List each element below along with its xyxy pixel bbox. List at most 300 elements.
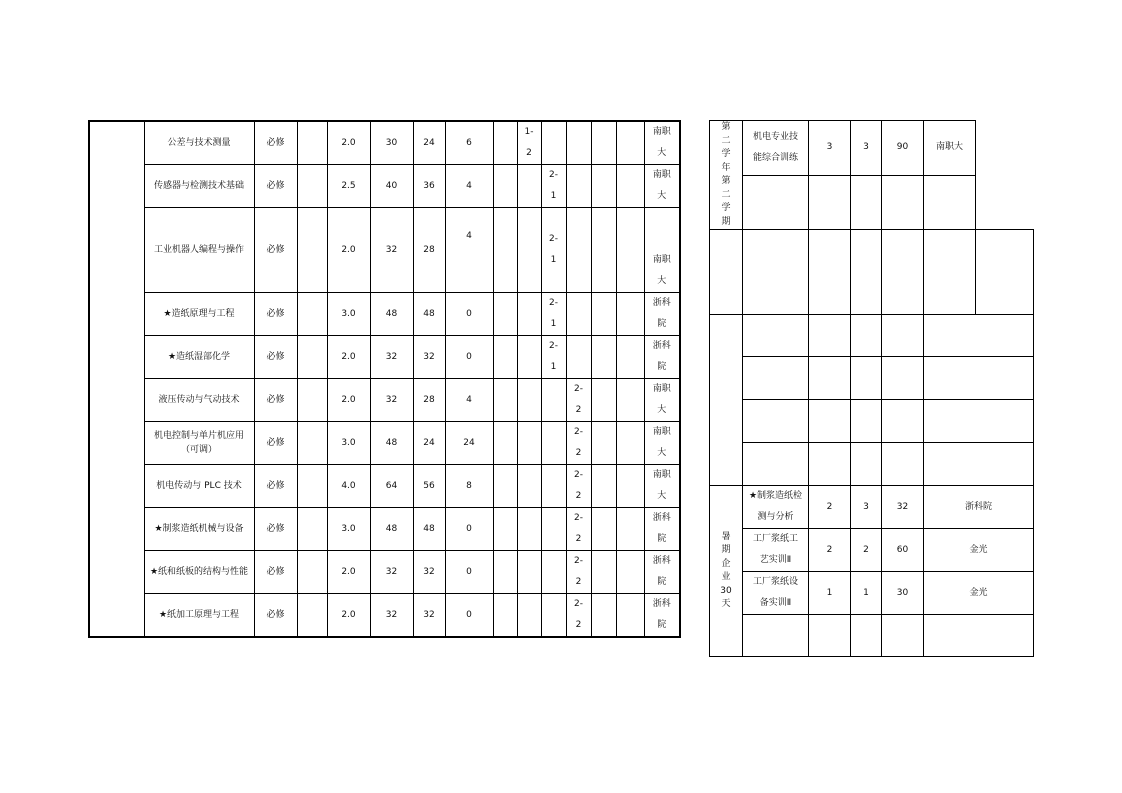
course-type: 必修 [254, 465, 297, 508]
empty-cell [924, 230, 976, 315]
empty-cell [297, 422, 327, 465]
empty-cell [809, 443, 851, 486]
empty-cell [493, 465, 517, 508]
school-cell [644, 594, 680, 638]
semester-cell [566, 508, 591, 551]
empty-cell [493, 121, 517, 165]
semester-cell [616, 208, 644, 293]
empty-cell [851, 615, 882, 657]
credits: 3.0 [327, 293, 370, 336]
semester-week: 2- [574, 513, 583, 523]
semester-week: 2- [549, 234, 558, 244]
semester-cell [566, 336, 591, 379]
hours-theory: 28 [413, 379, 445, 422]
practice-name-line: ★制浆造纸检 [748, 491, 803, 501]
practice-row [710, 529, 1034, 572]
course-name: 机电控制与单片机应用（可调） [144, 422, 254, 465]
semester-order: 1 [550, 319, 557, 329]
semester-label [710, 121, 743, 230]
credits: 2.5 [327, 165, 370, 208]
empty-cell [493, 208, 517, 293]
empty-cell [851, 443, 882, 486]
course-row [89, 121, 680, 165]
blank-cell [976, 175, 1034, 230]
school-name-2: 大 [657, 276, 667, 286]
empty-cell [924, 175, 976, 230]
empty-cell [809, 615, 851, 657]
semester-cell [591, 508, 616, 551]
semester-cell [517, 422, 541, 465]
empty-cell [743, 357, 809, 400]
semester-order: 2 [575, 405, 582, 415]
semester-cell [566, 594, 591, 638]
school-name-2: 院 [657, 534, 667, 544]
empty-cell [882, 443, 924, 486]
semester-cell [541, 508, 566, 551]
school-name-1: 浙科 [652, 556, 671, 566]
credits: 2.0 [327, 551, 370, 594]
practice-name-line: 备实训Ⅱ [759, 598, 792, 608]
practice-row [710, 400, 1034, 443]
semester-order: 2 [575, 620, 582, 630]
label-char: 学 [721, 149, 731, 159]
empty-cell [851, 175, 882, 230]
semester-cell [591, 121, 616, 165]
hours-total: 40 [370, 165, 413, 208]
semester-cell [616, 293, 644, 336]
label-char: 期 [721, 216, 731, 227]
hours-total: 32 [370, 208, 413, 293]
semester-cell [616, 551, 644, 594]
empty-cell [851, 230, 882, 315]
hours-practice: 0 [445, 336, 493, 379]
empty-cell [924, 315, 1034, 357]
hours-practice: 8 [445, 465, 493, 508]
course-row [89, 465, 680, 508]
semester-cell [566, 121, 591, 165]
course-type: 必修 [254, 422, 297, 465]
summer-label [710, 486, 743, 657]
practice-row [710, 175, 1034, 230]
empty-cell [710, 230, 743, 315]
empty-cell [851, 400, 882, 443]
practice-name [743, 121, 809, 176]
hours-theory: 28 [413, 208, 445, 293]
semester-cell [517, 336, 541, 379]
credits: 3.0 [327, 422, 370, 465]
semester-week: 2- [574, 599, 583, 609]
practice-row [710, 121, 1034, 176]
hours-practice: 0 [445, 508, 493, 551]
semester-cell [591, 336, 616, 379]
course-type: 必修 [254, 379, 297, 422]
semester-cell [541, 208, 566, 293]
school-name-1: 浙科 [652, 298, 671, 308]
course-name: 传感器与检测技术基础 [144, 165, 254, 208]
empty-cell [924, 357, 1034, 400]
semester-cell [616, 336, 644, 379]
course-type: 必修 [254, 293, 297, 336]
semester-week: 2- [549, 170, 558, 180]
course-name: ★造纸原理与工程 [144, 293, 254, 336]
category-cell [89, 121, 144, 637]
hours-theory: 24 [413, 121, 445, 165]
practice-value-c: 60 [882, 529, 924, 572]
hours-practice: 24 [445, 422, 493, 465]
semester-cell [566, 379, 591, 422]
empty-cell [297, 208, 327, 293]
label-char: 年 [721, 162, 731, 173]
empty-cell [493, 551, 517, 594]
label-char: 企 [721, 558, 731, 569]
practice-name [743, 486, 809, 529]
school-cell [644, 293, 680, 336]
practice-name [743, 572, 809, 615]
practice-row [710, 615, 1034, 657]
practice-value-a: 2 [809, 486, 851, 529]
empty-cell [809, 175, 851, 230]
practice-school: 金光 [924, 572, 1034, 615]
label-char: 二 [721, 135, 731, 146]
semester-cell [591, 293, 616, 336]
course-name: ★造纸湿部化学 [144, 336, 254, 379]
practice-school: 浙科院 [924, 486, 1034, 529]
semester-cell [541, 121, 566, 165]
semester-cell [541, 165, 566, 208]
empty-cell [297, 121, 327, 165]
practice-value-b: 2 [851, 529, 882, 572]
course-name: 机电传动与 PLC 技术 [144, 465, 254, 508]
course-type: 必修 [254, 165, 297, 208]
school-name-1: 浙科 [652, 341, 671, 351]
practice-row [710, 315, 1034, 357]
empty-cell [493, 379, 517, 422]
course-row [89, 422, 680, 465]
hours-theory: 48 [413, 508, 445, 551]
empty-cell [743, 175, 809, 230]
practice-value-b: 3 [851, 486, 882, 529]
semester-cell [616, 422, 644, 465]
course-schedule-table [88, 120, 681, 638]
credits: 2.0 [327, 208, 370, 293]
semester-cell [591, 551, 616, 594]
hours-practice: 0 [445, 551, 493, 594]
practice-value-b: 1 [851, 572, 882, 615]
course-row [89, 551, 680, 594]
practice-value-a: 3 [809, 121, 851, 176]
semester-order: 1 [550, 362, 557, 372]
semester-cell [591, 379, 616, 422]
empty-cell [297, 508, 327, 551]
semester-order: 2 [575, 577, 582, 587]
semester-cell [517, 551, 541, 594]
course-type: 必修 [254, 208, 297, 293]
semester-order: 1 [550, 255, 557, 265]
practice-row [710, 486, 1034, 529]
empty-cell [297, 165, 327, 208]
practice-school: 金光 [924, 529, 1034, 572]
label-char: 期 [721, 545, 731, 555]
empty-cell [882, 175, 924, 230]
school-name-2: 大 [657, 191, 667, 201]
credits: 4.0 [327, 465, 370, 508]
school-cell [644, 208, 680, 293]
school-name-1: 南职 [652, 427, 671, 437]
practice-name-line: 工厂浆纸设 [752, 577, 798, 587]
course-row [89, 508, 680, 551]
semester-week: 1- [524, 127, 534, 137]
credits: 2.0 [327, 379, 370, 422]
practice-row [710, 357, 1034, 400]
course-row [89, 379, 680, 422]
label-char: 业 [721, 572, 731, 582]
hours-total: 48 [370, 293, 413, 336]
school-name-1: 南职 [652, 384, 671, 394]
school-cell [644, 121, 680, 165]
semester-order: 2 [575, 448, 582, 458]
hours-total: 32 [370, 379, 413, 422]
empty-cell [882, 230, 924, 315]
semester-cell [517, 121, 541, 165]
semester-cell [541, 594, 566, 638]
empty-cell [493, 508, 517, 551]
empty-cell [882, 400, 924, 443]
semester-cell [517, 508, 541, 551]
label-char: 第 [721, 176, 731, 186]
semester-order: 2 [526, 148, 532, 158]
hours-practice: 0 [445, 594, 493, 638]
empty-cell [297, 293, 327, 336]
semester-cell [566, 422, 591, 465]
school-name-2: 院 [657, 319, 667, 329]
empty-cell [493, 165, 517, 208]
semester-cell [566, 465, 591, 508]
practice-value-a: 2 [809, 529, 851, 572]
empty-cell [743, 443, 809, 486]
hours-theory: 32 [413, 594, 445, 638]
semester-cell [591, 165, 616, 208]
semester-order: 2 [575, 534, 582, 544]
course-row [89, 208, 680, 293]
semester-cell [566, 165, 591, 208]
school-name-1: 浙科 [652, 599, 671, 609]
school-name-1: 南职 [652, 255, 671, 265]
semester-week: 2- [574, 556, 583, 566]
semester-week: 2- [549, 341, 558, 351]
school-name-2: 大 [657, 405, 667, 415]
course-name: 公差与技术测量 [144, 121, 254, 165]
practice-row [710, 572, 1034, 615]
hours-total: 64 [370, 465, 413, 508]
school-cell [644, 508, 680, 551]
course-type: 必修 [254, 336, 297, 379]
semester-cell [591, 465, 616, 508]
school-name-2: 大 [657, 448, 667, 458]
practice-row [710, 230, 1034, 315]
semester-cell [541, 422, 566, 465]
hours-practice: 6 [445, 121, 493, 165]
empty-cell [493, 293, 517, 336]
empty-cell [743, 400, 809, 443]
semester-cell [517, 165, 541, 208]
practice-value-b: 3 [851, 121, 882, 176]
practice-value-c: 32 [882, 486, 924, 529]
course-type: 必修 [254, 508, 297, 551]
school-cell [644, 379, 680, 422]
semester-order: 1 [550, 191, 557, 201]
label-char: 暑 [721, 531, 731, 542]
empty-cell [809, 357, 851, 400]
course-type: 必修 [254, 594, 297, 638]
semester-cell [591, 208, 616, 293]
empty-cell [924, 400, 1034, 443]
course-type: 必修 [254, 121, 297, 165]
empty-cell [297, 379, 327, 422]
practice-value-c: 90 [882, 121, 924, 176]
empty-cell [297, 594, 327, 638]
practice-school: 南职大 [924, 121, 976, 176]
semester-cell [541, 551, 566, 594]
label-char: 学 [721, 203, 731, 213]
semester-cell [517, 208, 541, 293]
empty-cell [743, 615, 809, 657]
hours-theory: 32 [413, 336, 445, 379]
label-char: 二 [721, 189, 731, 200]
credits: 2.0 [327, 336, 370, 379]
school-name-2: 大 [657, 148, 667, 158]
course-row [89, 293, 680, 336]
practice-table [709, 120, 1034, 657]
hours-practice: 0 [445, 293, 493, 336]
semester-cell [616, 508, 644, 551]
school-cell [644, 551, 680, 594]
semester-cell [616, 465, 644, 508]
semester-cell [616, 121, 644, 165]
course-name: ★纸和纸板的结构与性能 [144, 551, 254, 594]
hours-theory: 56 [413, 465, 445, 508]
empty-cell [809, 315, 851, 357]
semester-cell [541, 379, 566, 422]
credits: 3.0 [327, 508, 370, 551]
semester-cell [566, 208, 591, 293]
school-name-2: 院 [657, 577, 667, 587]
hours-theory: 48 [413, 293, 445, 336]
practice-value-c: 30 [882, 572, 924, 615]
semester-cell [616, 165, 644, 208]
semester-cell [517, 594, 541, 638]
empty-cell [851, 357, 882, 400]
empty-cell [297, 551, 327, 594]
credits: 2.0 [327, 594, 370, 638]
school-name-1: 南职 [652, 470, 671, 480]
empty-cell [493, 336, 517, 379]
school-name-1: 南职 [652, 170, 671, 180]
empty-cell [882, 615, 924, 657]
course-row [89, 165, 680, 208]
hours-practice: 4 [445, 208, 493, 293]
semester-cell [517, 465, 541, 508]
empty-cell [297, 465, 327, 508]
empty-cell [882, 315, 924, 357]
semester-week: 2- [549, 298, 558, 308]
practice-name-line: 测与分析 [757, 512, 794, 522]
practice-name-line: 工厂浆纸工 [752, 534, 798, 544]
hours-theory: 32 [413, 551, 445, 594]
hours-theory: 24 [413, 422, 445, 465]
practice-name-line: 机电专业技 [752, 131, 798, 142]
practice-value-a: 1 [809, 572, 851, 615]
label-char: 30 [720, 585, 732, 596]
school-cell [644, 465, 680, 508]
hours-total: 32 [370, 336, 413, 379]
course-name: ★制浆造纸机械与设备 [144, 508, 254, 551]
empty-cell [297, 336, 327, 379]
school-cell [644, 165, 680, 208]
school-name-1: 南职 [652, 127, 671, 137]
school-cell [644, 336, 680, 379]
empty-label-cell [710, 315, 743, 486]
label-char: 第 [721, 122, 731, 132]
credits: 2.0 [327, 121, 370, 165]
practice-name [743, 529, 809, 572]
blank-cell [976, 121, 1034, 176]
semester-order: 2 [575, 491, 582, 501]
semester-week: 2- [574, 427, 583, 437]
hours-total: 32 [370, 594, 413, 638]
semester-cell [616, 379, 644, 422]
practice-name-line: 艺实训Ⅱ [759, 555, 792, 565]
empty-cell [493, 422, 517, 465]
hours-theory: 36 [413, 165, 445, 208]
empty-cell [809, 400, 851, 443]
practice-row [710, 443, 1034, 486]
empty-cell [743, 230, 809, 315]
semester-cell [541, 336, 566, 379]
hours-total: 48 [370, 508, 413, 551]
school-name-1: 浙科 [652, 513, 671, 523]
semester-cell [566, 551, 591, 594]
hours-total: 48 [370, 422, 413, 465]
school-name-2: 大 [657, 491, 667, 501]
school-cell [644, 422, 680, 465]
hours-practice: 4 [445, 165, 493, 208]
school-name-2: 院 [657, 362, 667, 372]
semester-cell [541, 293, 566, 336]
empty-cell [976, 230, 1034, 315]
semester-week: 2- [574, 470, 583, 480]
course-row [89, 594, 680, 638]
course-type: 必修 [254, 551, 297, 594]
course-row [89, 336, 680, 379]
course-name: 液压传动与气动技术 [144, 379, 254, 422]
semester-cell [591, 594, 616, 638]
practice-name-line: 能综合训练 [752, 152, 798, 163]
empty-cell [743, 315, 809, 357]
semester-cell [541, 465, 566, 508]
empty-cell [882, 357, 924, 400]
semester-cell [591, 422, 616, 465]
course-name: ★纸加工原理与工程 [144, 594, 254, 638]
course-name: 工业机器人编程与操作 [144, 208, 254, 293]
empty-cell [809, 230, 851, 315]
semester-week: 2- [574, 384, 583, 394]
hours-total: 32 [370, 551, 413, 594]
hours-practice: 4 [445, 379, 493, 422]
hours-total: 30 [370, 121, 413, 165]
empty-cell [924, 615, 1034, 657]
semester-cell [616, 594, 644, 638]
semester-cell [566, 293, 591, 336]
